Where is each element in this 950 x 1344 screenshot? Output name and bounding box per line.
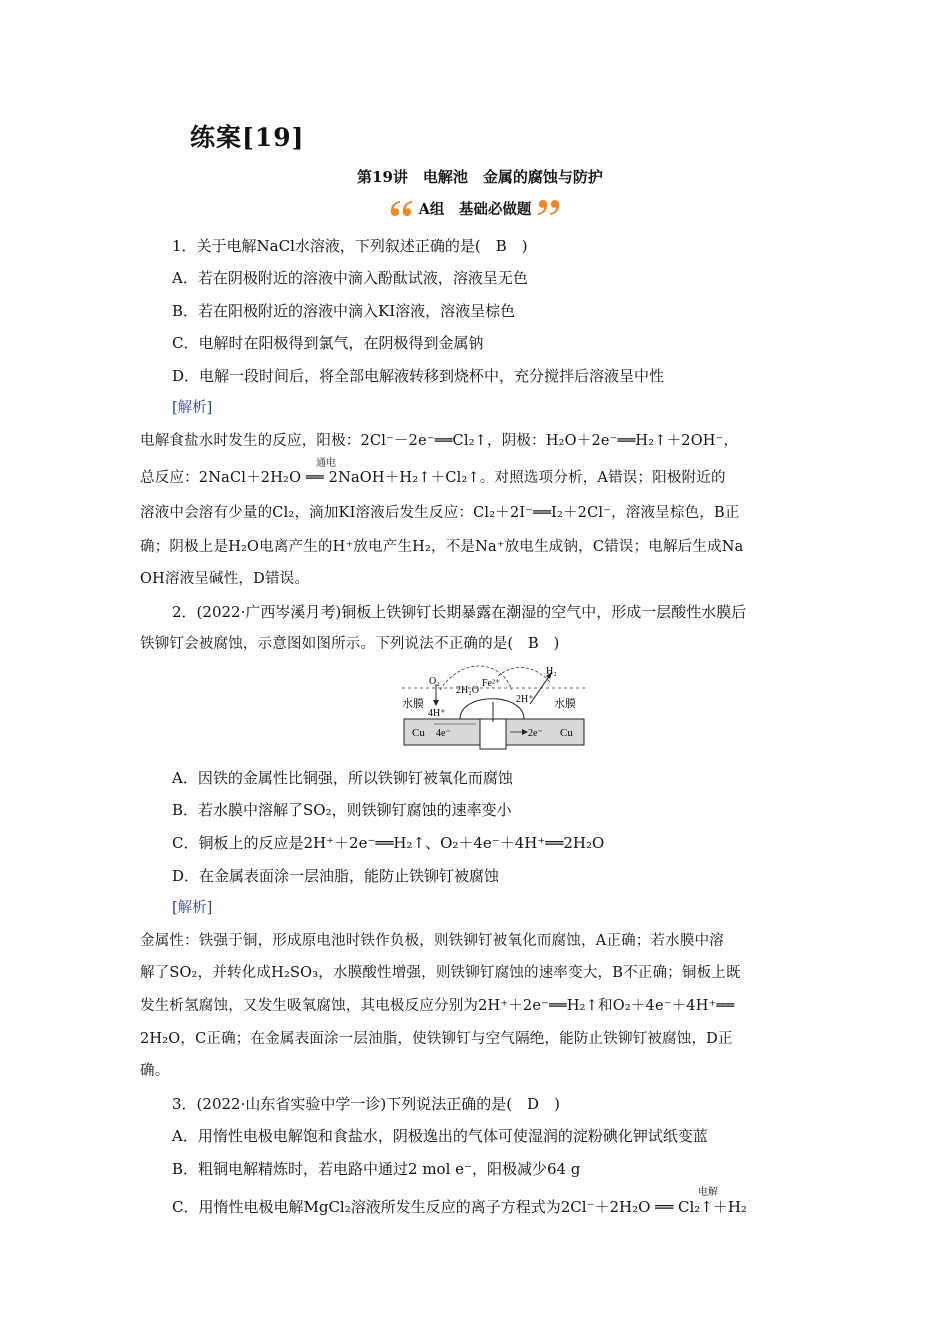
question-line: 3．(2022·山东省实验中学一诊)下列说法正确的是( D ): [172, 1095, 560, 1113]
corrosion-diagram: [400, 662, 590, 758]
e-right-label: 2e⁻: [528, 728, 543, 739]
lecture-title: 第19讲 电解池 金属的腐蚀与防护: [357, 168, 603, 186]
h2o-label: 2H₂O: [456, 685, 479, 696]
question-line: 1．关于电解NaCl水溶液，下列叙述正确的是( B ): [172, 237, 528, 255]
option-line: B．若水膜中溶解了SO₂，则铁铆钉腐蚀的速率变小: [172, 801, 512, 819]
option-line: B．若在阳极附近的溶液中滴入KI溶液，溶液呈棕色: [172, 302, 516, 320]
membrane-right-label: 水膜: [554, 698, 576, 710]
analysis-line: 发生析氢腐蚀，又发生吸氧腐蚀，其电极反应分别为2H⁺＋2e⁻══H₂↑和O₂＋4e⁻＋4H⁺══: [140, 998, 735, 1014]
right-quote-icon: [535, 197, 563, 219]
cu-left-label: Cu: [412, 727, 425, 739]
left-quote-icon: [387, 197, 415, 219]
condition-label-tongdian: 通电: [316, 458, 336, 469]
fe-ion-dashed-arc-right: [498, 667, 550, 682]
option-line: C．铜板上的反应是2H⁺＋2e⁻══H₂↑、O₂＋4e⁻＋4H⁺══2H₂O: [172, 834, 605, 852]
question-line: 2．(2022·广西岑溪月考)铜板上铁铆钉长期暴露在潮湿的空气中，形成一层酸性水膜后: [172, 603, 747, 621]
group-title-text: A组 基础必做题: [418, 200, 532, 218]
option-line: A．用惰性电极电解饱和食盐水，阴极逸出的气体可使湿润的淀粉碘化钾试纸变蓝: [172, 1127, 708, 1145]
analysis-line: 解了SO₂，并转化成H₂SO₃，水膜酸性增强，则铁铆钉腐蚀的速率变大，B不正确；铜板上既: [140, 965, 741, 981]
membrane-left-label: 水膜: [402, 698, 424, 710]
h2-label: H₂: [546, 666, 557, 677]
page-title: 练案[19]: [190, 123, 305, 152]
option-line: B．粗铜电解精炼时，若电路中通过2 mol e⁻，阳极减少64 g: [172, 1160, 581, 1178]
analysis-line: 溶液中会溶有少量的Cl₂，滴加KI溶液后发生反应：Cl₂＋2I⁻══I₂＋2Cl⁻，溶液呈棕色，B正: [140, 505, 740, 521]
fe-label: Fe²⁺: [482, 678, 501, 689]
group-title: [0, 197, 950, 219]
analysis-line: 电解食盐水时发生的反应，阳极：2Cl⁻－2e⁻══Cl₂↑，阴极：H₂O＋2e⁻══H₂↑＋2OH⁻，: [140, 433, 739, 449]
cu-right-label: Cu: [560, 727, 573, 739]
analysis-line: OH溶液呈碱性，D错误。: [140, 571, 310, 587]
analysis-line: 总反应：2NaCl＋2H₂O ══ 2NaOH＋H₂↑＋Cl₂↑。对照选项分析，A错误；阳极附近的: [140, 470, 726, 486]
analysis-line: 铁铆钉会被腐蚀，示意图如图所示。下列说法不正确的是( B ): [140, 636, 560, 652]
analysis-line: 金属性：铁强于铜，形成原电池时铁作负极，则铁铆钉被氧化而腐蚀，A正确；若水膜中溶: [140, 933, 724, 949]
o2-arrowhead: [433, 700, 439, 706]
option-line: C．用惰性电极电解MgCl₂溶液所发生反应的离子方程式为2Cl⁻＋2H₂O ══ Cl₂↑＋H₂: [172, 1198, 747, 1216]
analysis-line: 2H₂O，C正确；在金属表面涂一层油脂，使铁铆钉与空气隔绝，能防止铁铆钉被腐蚀，D正: [140, 1031, 733, 1047]
option-line: A．因铁的金属性比铜强，所以铁铆钉被氧化而腐蚀: [172, 769, 513, 787]
option-line: C．电解时在阳极得到氯气，在阴极得到金属钠: [172, 334, 484, 352]
analysis-line: 确。: [140, 1063, 170, 1079]
analysis-line: 确；阴极上是H₂O电离产生的H⁺放电产生H₂，不是Na⁺放电生成钠，C错误；电解后生成Na: [140, 539, 744, 555]
option-line: D．电解一段时间后，将全部电解液转移到烧杯中，充分搅拌后溶液呈中性: [172, 367, 665, 385]
o2-label: O₂: [429, 676, 440, 687]
two-h-label: 2H⁺: [516, 694, 534, 705]
condition-label-dianjie: 电解: [698, 1187, 718, 1198]
option-line: A．若在阴极附近的溶液中滴入酚酞试液，溶液呈无色: [172, 269, 528, 287]
analysis-label: [解析]: [172, 400, 213, 416]
e-left-label: 4e⁻: [436, 728, 451, 739]
four-h-label: 4H⁺: [428, 708, 446, 719]
option-line: D．在金属表面涂一层油脂，能防止铁铆钉被腐蚀: [172, 867, 500, 885]
analysis-label: [解析]: [172, 900, 213, 916]
